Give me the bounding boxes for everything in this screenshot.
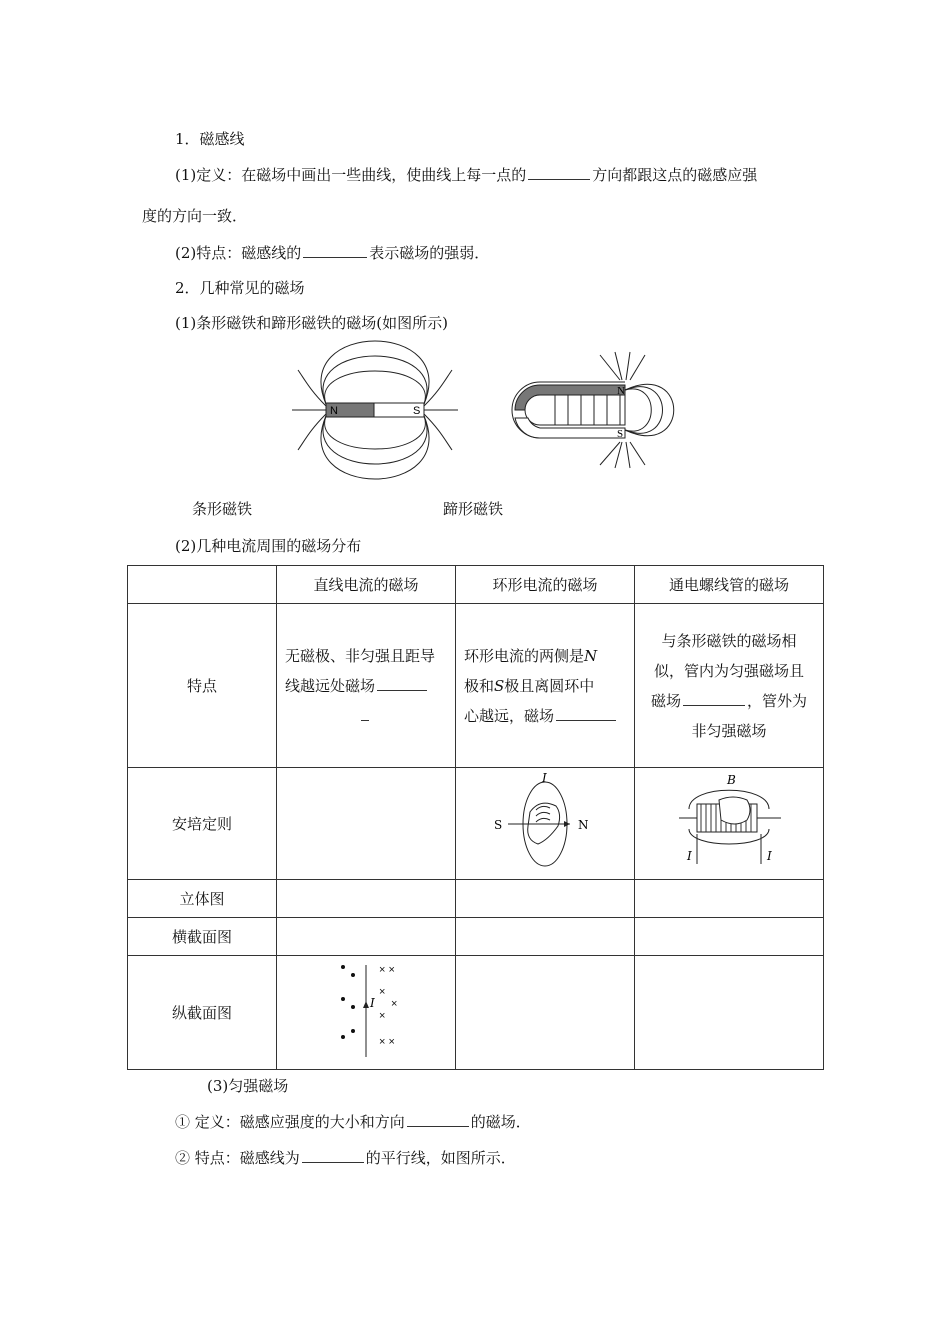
empty-cell (456, 956, 635, 1070)
answer-blank[interactable] (528, 165, 590, 180)
straight-feature-cell: 无磁极、非匀强且距导 线越远处磁场 (277, 604, 456, 768)
empty-cell (456, 918, 635, 956)
table-row-ampere (128, 768, 824, 880)
s1-feature: (2)特点：磁感线的 表示磁场的强弱． (175, 244, 490, 262)
s1-definition: (1)定义：在磁场中画出一些曲线，使曲线上每一点的 方向都跟这点的磁感应强 (175, 166, 758, 184)
empty-cell (277, 880, 456, 918)
solenoid-ampere-cell (635, 768, 824, 880)
solenoid-feature-cell: 与条形磁铁的磁场相 似，管内为匀强磁场且 磁场 ，管外为 非匀强磁场 (635, 604, 824, 768)
answer-blank[interactable] (302, 1148, 364, 1163)
straight-wire-section-figure (311, 961, 421, 1061)
current-label: I (767, 849, 772, 863)
table-header-cell: 通电螺线管的磁场 (635, 566, 824, 604)
ring-ampere-cell (456, 768, 635, 880)
straight-longitudinal-cell (277, 956, 456, 1070)
table-row-3d (128, 880, 824, 918)
empty-cell (277, 768, 456, 880)
current-label: I (542, 771, 547, 785)
cross-mark: × × (379, 963, 395, 976)
empty-cell (277, 918, 456, 956)
table-header-cell: 环形电流的磁场 (456, 566, 635, 604)
row-label: 安培定则 (128, 768, 277, 880)
empty-cell (635, 956, 824, 1070)
empty-cell (456, 880, 635, 918)
cross-mark: × × (379, 1035, 395, 1048)
horseshoe-magnet-caption: 蹄形磁铁 (443, 500, 504, 518)
answer-blank[interactable] (303, 243, 367, 258)
table-header-row (128, 566, 824, 604)
current-field-table (127, 565, 824, 1070)
cross-mark: × (379, 1009, 386, 1022)
empty-cell (635, 880, 824, 918)
answer-blank[interactable] (556, 706, 616, 721)
s2-sub1: (1)条形磁铁和蹄形磁铁的磁场(如图所示) (175, 314, 448, 332)
current-label: I (370, 995, 375, 1010)
s3-title: (3)匀强磁场 (207, 1077, 289, 1095)
answer-blank[interactable] (361, 706, 369, 721)
table-header-cell (128, 566, 277, 604)
solenoid-right-hand-figure (669, 774, 789, 869)
s3-definition: ① 定义：磁感应强度的大小和方向 的磁场． (175, 1113, 531, 1131)
section-1-title: 1．磁感线 (175, 130, 245, 148)
pole-s-label: S (413, 405, 421, 417)
table-row-cross (128, 918, 824, 956)
s1-definition-cont: 度的方向一致． (142, 207, 248, 225)
row-label: 纵截面图 (128, 956, 277, 1070)
cross-mark: × (379, 985, 386, 998)
ring-feature-cell: 环形电流的两侧是N 极和S极且离圆环中 心越远，磁场 (456, 604, 635, 768)
answer-blank[interactable] (683, 691, 745, 706)
s2-sub2: (2)几种电流周围的磁场分布 (175, 537, 362, 555)
horseshoe-magnet-figure (500, 350, 700, 470)
row-label: 立体图 (128, 880, 277, 918)
bar-magnet-caption: 条形磁铁 (192, 500, 253, 518)
n-label: N (578, 817, 589, 832)
table-row-feature (128, 604, 824, 768)
table-row-longitudinal (128, 956, 824, 1070)
ring-right-hand-figure (490, 772, 600, 872)
s3-feature: ② 特点：磁感线为 的平行线，如图所示． (175, 1149, 516, 1167)
table-header-cell: 直线电流的磁场 (277, 566, 456, 604)
row-label: 横截面图 (128, 918, 277, 956)
empty-cell (635, 918, 824, 956)
answer-blank[interactable] (407, 1112, 469, 1127)
row-label: 特点 (128, 604, 277, 768)
current-label: I (687, 849, 692, 863)
horseshoe-n-label: N (617, 385, 625, 397)
cross-mark: × (391, 997, 398, 1010)
section-2-title: 2．几种常见的磁场 (175, 279, 305, 297)
answer-blank[interactable] (377, 676, 427, 691)
bar-magnet-figure (290, 340, 460, 480)
horseshoe-s-label: S (617, 428, 624, 440)
s-label: S (494, 817, 503, 832)
field-b-label: B (727, 774, 736, 787)
pole-n-label: N (330, 405, 338, 417)
